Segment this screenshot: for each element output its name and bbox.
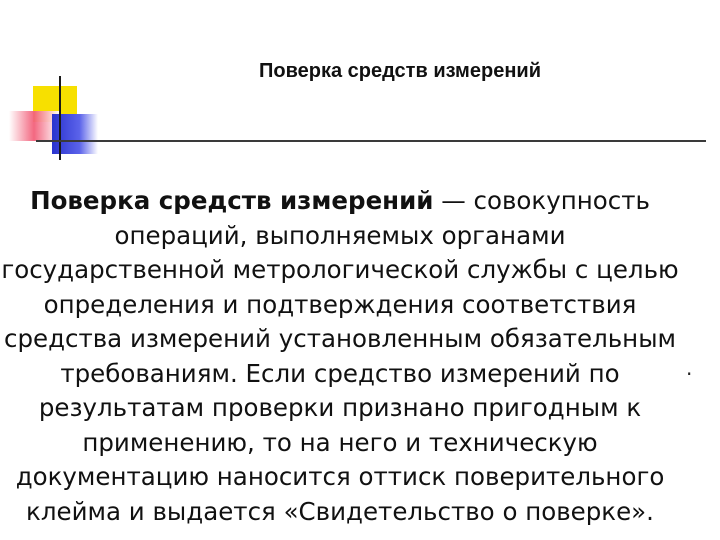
definition-paragraph <box>0 184 680 529</box>
slide-title: Поверка средств измерений <box>259 60 541 82</box>
definition-term: Поверка средств измерений <box>30 186 434 215</box>
stray-dot: . <box>686 356 693 380</box>
decor-vertical-line <box>59 76 61 160</box>
definition-text: — совокупность операций, выполняемых органами государственной метрологической службы с целью определения и подтверждения соответствия средства измерений установленным обязательным требованиям. Если средство измерений по результатам проверки признано пригодным к применению, то на него и техническую документацию наносится оттиск поверительного клейма и выдается «Свидетельство о поверке». <box>1 186 679 526</box>
title-divider-line <box>36 140 706 142</box>
